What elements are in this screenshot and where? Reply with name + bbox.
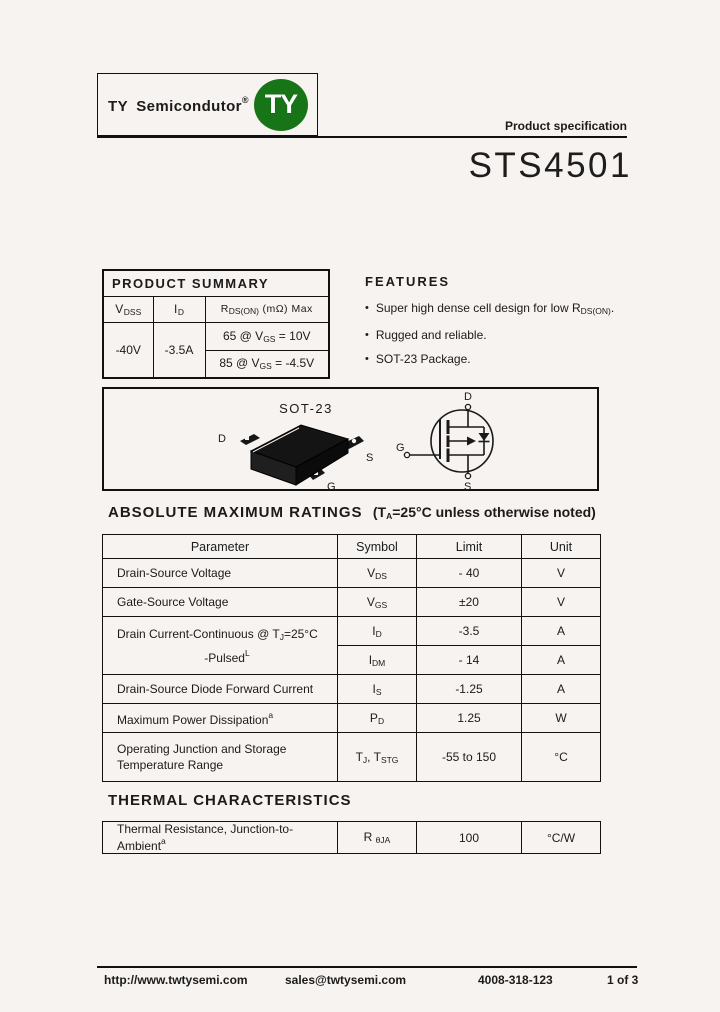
product-summary-title: PRODUCT SUMMARY: [103, 270, 329, 296]
pin-label-g: G: [327, 481, 336, 491]
bullet-icon: •: [365, 302, 369, 314]
abs-max-heading: ABSOLUTE MAXIMUM RATINGS (TA=25°C unless otherwise noted): [108, 504, 596, 521]
feature-item: [365, 328, 627, 342]
feature-text: Rugged and reliable.: [375, 328, 487, 342]
table-row: [103, 822, 601, 854]
table-row: [103, 704, 601, 733]
symbol-pd: PD: [338, 704, 417, 733]
package-diagram-box: [102, 387, 599, 491]
product-spec-label: Product specification: [504, 119, 627, 133]
limit-rtheta: 100: [417, 822, 522, 854]
vdss-value: -40V: [103, 322, 153, 378]
symbol-idm: IDM: [338, 646, 417, 675]
bullet-icon: •: [365, 329, 369, 341]
footer-page-number: 1 of 3: [607, 973, 639, 987]
table-row: [103, 617, 601, 646]
abs-col-limit: Limit: [417, 535, 522, 559]
header-rule: [97, 136, 627, 138]
abs-col-parameter: Parameter: [103, 535, 338, 559]
footer-rule: [97, 966, 637, 968]
symbol-rtheta: R θJA: [338, 822, 417, 854]
abs-col-unit: Unit: [522, 535, 601, 559]
ty-logo-icon: TY: [254, 79, 308, 131]
rdson-value-4v5: 85 @ VGS = -4.5V: [205, 350, 329, 378]
col-header-vdss: VDSS: [103, 296, 153, 322]
symbol-vds: VDS: [338, 559, 417, 588]
company-logo: [97, 73, 318, 136]
registered-mark: ®: [241, 94, 249, 105]
col-header-id: ID: [153, 296, 205, 322]
symbol-is: IS: [338, 675, 417, 704]
abs-max-table: [102, 534, 601, 782]
company-name-text: TY Semicondutor: [108, 97, 242, 115]
unit-rtheta: °C/W: [522, 822, 601, 854]
param-vds: Drain-Source Voltage: [103, 559, 338, 588]
table-row: [103, 559, 601, 588]
company-name: [108, 95, 249, 115]
param-pd: Maximum Power Dissipation$^a$: [103, 704, 338, 733]
symbol-label-s: S: [464, 481, 472, 493]
pin-label-s: S: [366, 452, 374, 464]
footer-url: http://www.twtysemi.com: [104, 973, 248, 987]
col-header-rdson: RDS(ON) (mΩ) Max: [205, 296, 329, 322]
unit-id: A: [522, 617, 601, 646]
id-value: -3.5A: [153, 322, 205, 378]
symbol-label-g: G: [396, 442, 405, 454]
abs-col-symbol: Symbol: [338, 535, 417, 559]
param-tj: Operating Junction and Storage Temperature Range: [103, 733, 338, 782]
limit-tj: -55 to 150: [417, 733, 522, 782]
thermal-table: [102, 821, 601, 854]
features-section: [365, 274, 627, 376]
unit-vds: V: [522, 559, 601, 588]
unit-vgs: V: [522, 588, 601, 617]
sot-23-package-drawing: [196, 391, 416, 491]
rdson-value-10v: 65 @ VGS = 10V: [205, 322, 329, 350]
part-number-title: STS4501: [468, 146, 632, 185]
table-row: [103, 675, 601, 704]
footer-email: sales@twtysemi.com: [285, 973, 407, 987]
bullet-icon: •: [365, 353, 369, 365]
thermal-heading: THERMAL CHARACTERISTICS: [108, 792, 352, 809]
unit-is: A: [522, 675, 601, 704]
symbol-id: ID: [338, 617, 417, 646]
limit-vgs: ±20: [417, 588, 522, 617]
symbol-tj-tstg: TJ, TSTG: [338, 733, 417, 782]
unit-idm: A: [522, 646, 601, 675]
unit-tj: °C: [522, 733, 601, 782]
param-id: Drain Current-Continuous @ TJ=25°C -Pulsed$^L$: [103, 617, 338, 675]
feature-text: Super high dense cell design for low RDS(ON).: [375, 301, 615, 316]
limit-vds: - 40: [417, 559, 522, 588]
param-vgs: Gate-Source Voltage: [103, 588, 338, 617]
features-title: FEATURES: [365, 274, 451, 289]
symbol-vgs: VGS: [338, 588, 417, 617]
param-rtheta: Thermal Resistance, Junction-to-Ambient$^a$: [103, 822, 338, 854]
mosfet-symbol-icon: [396, 389, 541, 493]
feature-item: [365, 352, 627, 366]
pin-label-d: D: [218, 433, 226, 445]
package-label: SOT-23: [279, 401, 333, 416]
feature-text: SOT-23 Package.: [375, 352, 471, 366]
limit-is: -1.25: [417, 675, 522, 704]
feature-item: [365, 301, 627, 318]
unit-pd: W: [522, 704, 601, 733]
symbol-label-d: D: [464, 391, 472, 403]
limit-idm: - 14: [417, 646, 522, 675]
table-row: [103, 588, 601, 617]
footer-phone: 4008-318-123: [478, 973, 553, 987]
param-is: Drain-Source Diode Forward Current: [103, 675, 338, 704]
limit-id: -3.5: [417, 617, 522, 646]
limit-pd: 1.25: [417, 704, 522, 733]
product-summary-table: [102, 269, 330, 379]
table-row: [103, 733, 601, 782]
